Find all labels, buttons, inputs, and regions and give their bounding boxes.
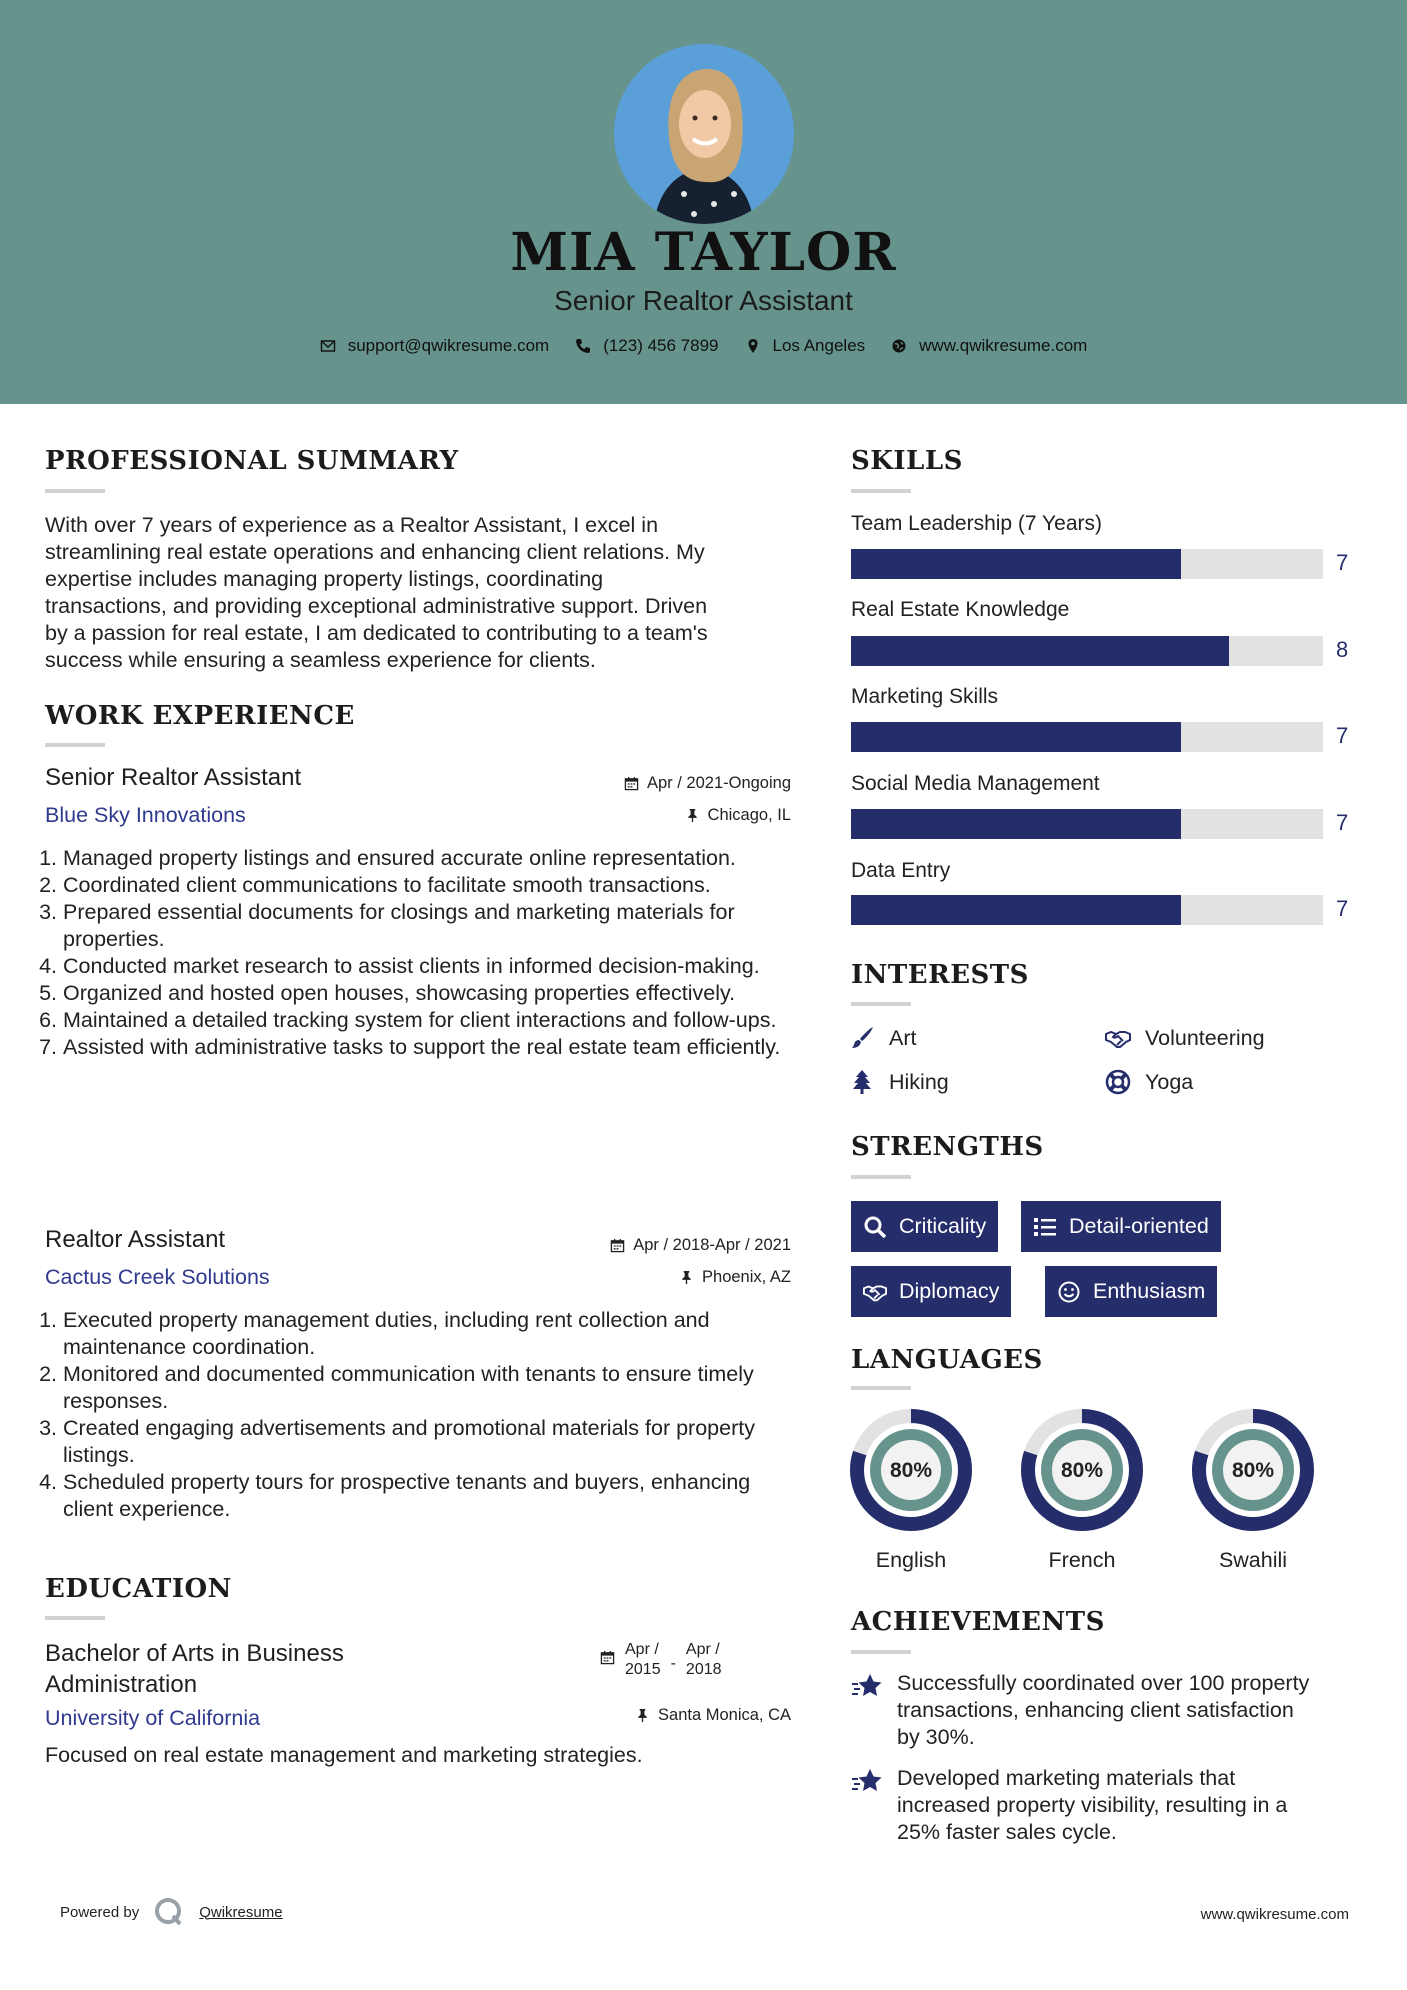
- summary-text: [45, 512, 805, 674]
- list-item: 4. Conducted market research to assist clients in informed decision-making.: [63, 953, 806, 980]
- summary-line: transactions, and providing exceptional administrative support. Driven: [45, 594, 708, 618]
- skill-label: Team Leadership (7 Years): [851, 512, 1102, 535]
- skills-heading: SKILLS: [851, 446, 963, 476]
- contact-email-text: support@qwikresume.com: [347, 336, 550, 355]
- languages-heading: LANGUAGES: [851, 1345, 1043, 1375]
- achievement-line: transactions, enhancing client satisfaction: [897, 1698, 1294, 1722]
- job-date-text: Apr / 2018-Apr / 2021: [633, 1236, 791, 1254]
- interest-volunteering: [1105, 1025, 1265, 1051]
- interest-label: Yoga: [1145, 1069, 1194, 1094]
- education-end-date: [686, 1640, 722, 1680]
- strength-label: Enthusiasm: [1093, 1279, 1206, 1303]
- skill-label: Real Estate Knowledge: [851, 598, 1070, 621]
- strength-label: Criticality: [899, 1214, 987, 1238]
- skill-bar-fill: [851, 809, 1181, 839]
- job-title: Senior Realtor Assistant: [45, 764, 302, 791]
- job-title: Realtor Assistant: [45, 1226, 226, 1253]
- job-date-text: Apr / 2021-Ongoing: [646, 774, 791, 792]
- language-percent: 80%: [1231, 1459, 1275, 1482]
- strength-label: Detail-oriented: [1069, 1214, 1209, 1238]
- language-donut: [1020, 1408, 1144, 1532]
- footer-powered-by: [60, 1896, 283, 1928]
- calendar-icon: [610, 1238, 625, 1253]
- job-date: [500, 774, 791, 793]
- globe-icon: [891, 338, 907, 354]
- skill-value: 7: [1336, 896, 1349, 921]
- job-location-text: Chicago, IL: [707, 806, 791, 824]
- job-duties-list: [36, 845, 806, 1061]
- achievement-line: Developed marketing materials that: [897, 1766, 1236, 1790]
- strengths-heading-rule: [851, 1175, 911, 1179]
- education-location: [500, 1706, 791, 1725]
- summary-line: With over 7 years of experience as a Realtor Assistant, I excel in: [45, 513, 659, 537]
- language-percent: 80%: [889, 1459, 933, 1482]
- end-year: 2018: [685, 1661, 722, 1678]
- summary-line: streamlining real estate operations and enhancing client relations. My: [45, 540, 705, 564]
- skill-bar: [851, 809, 1323, 839]
- strength-tag: [1021, 1201, 1221, 1252]
- lifering-icon: [1105, 1069, 1131, 1095]
- skill-value: 7: [1336, 550, 1349, 575]
- handshake-icon: [863, 1280, 887, 1304]
- language-percent: 80%: [1060, 1459, 1104, 1482]
- end-month: Apr /: [685, 1641, 720, 1658]
- skill-bar-fill: [851, 895, 1181, 925]
- powered-by-text: Powered by: [60, 1903, 140, 1921]
- job-location: [500, 1268, 791, 1287]
- start-month: Apr /: [625, 1641, 659, 1658]
- pushpin-icon: [635, 1708, 650, 1723]
- job-location-text: Phoenix, AZ: [702, 1268, 791, 1286]
- contact-website[interactable]: [891, 336, 1087, 356]
- start-year: 2015: [625, 1661, 661, 1678]
- interest-label: Hiking: [889, 1069, 949, 1094]
- list-item: 6. Maintained a detailed tracking system for client interactions and follow-ups.: [63, 1007, 806, 1034]
- candidate-name: MIA TAYLOR: [510, 222, 897, 283]
- skill-value: 8: [1336, 637, 1349, 662]
- footer-website[interactable]: www.qwikresume.com: [1200, 1906, 1349, 1923]
- language-item: [1191, 1408, 1315, 1572]
- strength-tag: [851, 1266, 1011, 1317]
- list-item: 3. Prepared essential documents for closings and marketing materials for properties.: [63, 899, 806, 953]
- degree-line: Administration: [45, 1671, 198, 1698]
- strengths-heading: STRENGTHS: [851, 1132, 1044, 1162]
- list-item: 5. Organized and hosted open houses, showcasing properties effectively.: [63, 980, 806, 1007]
- languages-heading-rule: [851, 1386, 911, 1390]
- education-school: University of California: [45, 1706, 261, 1730]
- contact-bar: [0, 336, 1407, 356]
- paintbrush-icon: [849, 1025, 875, 1051]
- date-dash: -: [670, 1655, 676, 1672]
- star-icon: [851, 1670, 883, 1702]
- phone-icon: [575, 338, 591, 354]
- skill-label: Marketing Skills: [851, 685, 999, 708]
- contact-location: [745, 336, 866, 356]
- handshake-icon: [1105, 1025, 1131, 1051]
- pushpin-icon: [685, 808, 700, 823]
- list-item: 2. Coordinated client communications to facilitate smooth transactions.: [63, 872, 806, 899]
- achievement-item: [851, 1765, 1351, 1846]
- strength-tag: [851, 1201, 998, 1252]
- interest-yoga: [1105, 1069, 1193, 1095]
- skill-bar: [851, 636, 1323, 666]
- summary-heading: PROFESSIONAL SUMMARY: [45, 446, 459, 476]
- skill-bar-fill: [851, 636, 1229, 666]
- summary-heading-rule: [45, 489, 105, 493]
- search-icon: [863, 1215, 887, 1239]
- map-pin-icon: [745, 338, 761, 354]
- qwikresume-logo-icon: [153, 1896, 185, 1928]
- smile-icon: [1057, 1280, 1081, 1304]
- education-degree: [45, 1638, 344, 1700]
- interests-heading: INTERESTS: [851, 960, 1029, 990]
- education-description: Focused on real estate management and marketing strategies.: [45, 1743, 643, 1767]
- candidate-title: Senior Realtor Assistant: [554, 285, 853, 316]
- list-item: 7. Assisted with administrative tasks to support the real estate team efficiently.: [63, 1034, 806, 1061]
- achievement-line: increased property visibility, resulting in a: [897, 1793, 1288, 1817]
- contact-email[interactable]: [320, 336, 550, 356]
- envelope-icon: [320, 338, 336, 354]
- language-donut: [849, 1408, 973, 1532]
- summary-line: success while ensuring a seamless experience for clients.: [45, 648, 596, 672]
- calendar-icon: [600, 1650, 615, 1665]
- skill-label: Data Entry: [851, 859, 951, 882]
- contact-website-text: www.qwikresume.com: [919, 336, 1088, 355]
- education-start-date: [625, 1640, 661, 1680]
- skills-heading-rule: [851, 489, 911, 493]
- achievement-line: Successfully coordinated over 100 property: [897, 1671, 1310, 1695]
- list-item: 3. Created engaging advertisements and promotional materials for property listings.: [63, 1415, 806, 1469]
- skill-bar: [851, 549, 1323, 579]
- education-location-text: Santa Monica, CA: [658, 1706, 791, 1724]
- achievements-heading: ACHIEVEMENTS: [851, 1607, 1105, 1637]
- work-heading-rule: [45, 743, 105, 747]
- job-date: [500, 1236, 791, 1255]
- achievement-line: by 30%.: [897, 1725, 975, 1749]
- calendar-icon: [624, 776, 639, 791]
- list-item: 4. Scheduled property tours for prospective tenants and buyers, enhancing client experience.: [63, 1469, 806, 1523]
- education-heading-rule: [45, 1616, 105, 1620]
- interests-heading-rule: [851, 1002, 911, 1006]
- strength-label: Diplomacy: [899, 1279, 1000, 1303]
- list-icon: [1033, 1215, 1057, 1239]
- job-duties-list: [36, 1307, 806, 1523]
- summary-line: by a passion for real estate, I am dedicated to contributing to a team's: [45, 621, 708, 645]
- star-icon: [851, 1765, 883, 1797]
- achievement-line: 25% faster sales cycle.: [897, 1820, 1117, 1844]
- skill-label: Social Media Management: [851, 772, 1100, 795]
- education-heading: EDUCATION: [45, 1574, 232, 1604]
- work-heading: WORK EXPERIENCE: [45, 701, 355, 731]
- degree-line: Bachelor of Arts in Business: [45, 1640, 344, 1667]
- skill-value: 7: [1336, 810, 1349, 835]
- skill-bar: [851, 722, 1323, 752]
- language-name: English: [875, 1548, 947, 1572]
- strength-tag: [1045, 1266, 1217, 1317]
- contact-phone-text: (123) 456 7899: [603, 336, 719, 355]
- skill-bar-fill: [851, 722, 1181, 752]
- skill-bar: [851, 895, 1323, 925]
- language-name: French: [1048, 1548, 1116, 1572]
- list-item: 2. Monitored and documented communication with tenants to ensure timely responses.: [63, 1361, 806, 1415]
- summary-line: expertise includes managing property listings, coordinating: [45, 567, 604, 591]
- achievement-text: [897, 1765, 1287, 1846]
- language-item: [1020, 1408, 1144, 1572]
- achievement-item: [851, 1670, 1351, 1751]
- tree-icon: [849, 1069, 875, 1095]
- header-banner: [0, 0, 1407, 404]
- education-dates: [600, 1640, 722, 1680]
- job-company: Blue Sky Innovations: [45, 803, 246, 827]
- job-location: [500, 806, 791, 825]
- interest-label: Art: [889, 1025, 917, 1050]
- interest-art: [849, 1025, 916, 1051]
- brand-link[interactable]: Qwikresume: [199, 1903, 283, 1921]
- language-donut: [1191, 1408, 1315, 1532]
- language-name: Swahili: [1218, 1548, 1288, 1572]
- list-item: 1. Managed property listings and ensured accurate online representation.: [63, 845, 806, 872]
- job-company: Cactus Creek Solutions: [45, 1265, 270, 1289]
- interest-hiking: [849, 1069, 949, 1095]
- achievement-text: [897, 1670, 1309, 1751]
- language-item: [849, 1408, 973, 1572]
- skill-value: 7: [1336, 723, 1349, 748]
- contact-phone[interactable]: [575, 336, 718, 356]
- list-item: 1. Executed property management duties, including rent collection and maintenance coordination.: [63, 1307, 806, 1361]
- interest-label: Volunteering: [1145, 1025, 1265, 1050]
- achievements-heading-rule: [851, 1650, 911, 1654]
- skill-bar-fill: [851, 549, 1181, 579]
- contact-location-text: Los Angeles: [772, 336, 866, 355]
- pushpin-icon: [679, 1270, 694, 1285]
- profile-photo: [614, 44, 794, 224]
